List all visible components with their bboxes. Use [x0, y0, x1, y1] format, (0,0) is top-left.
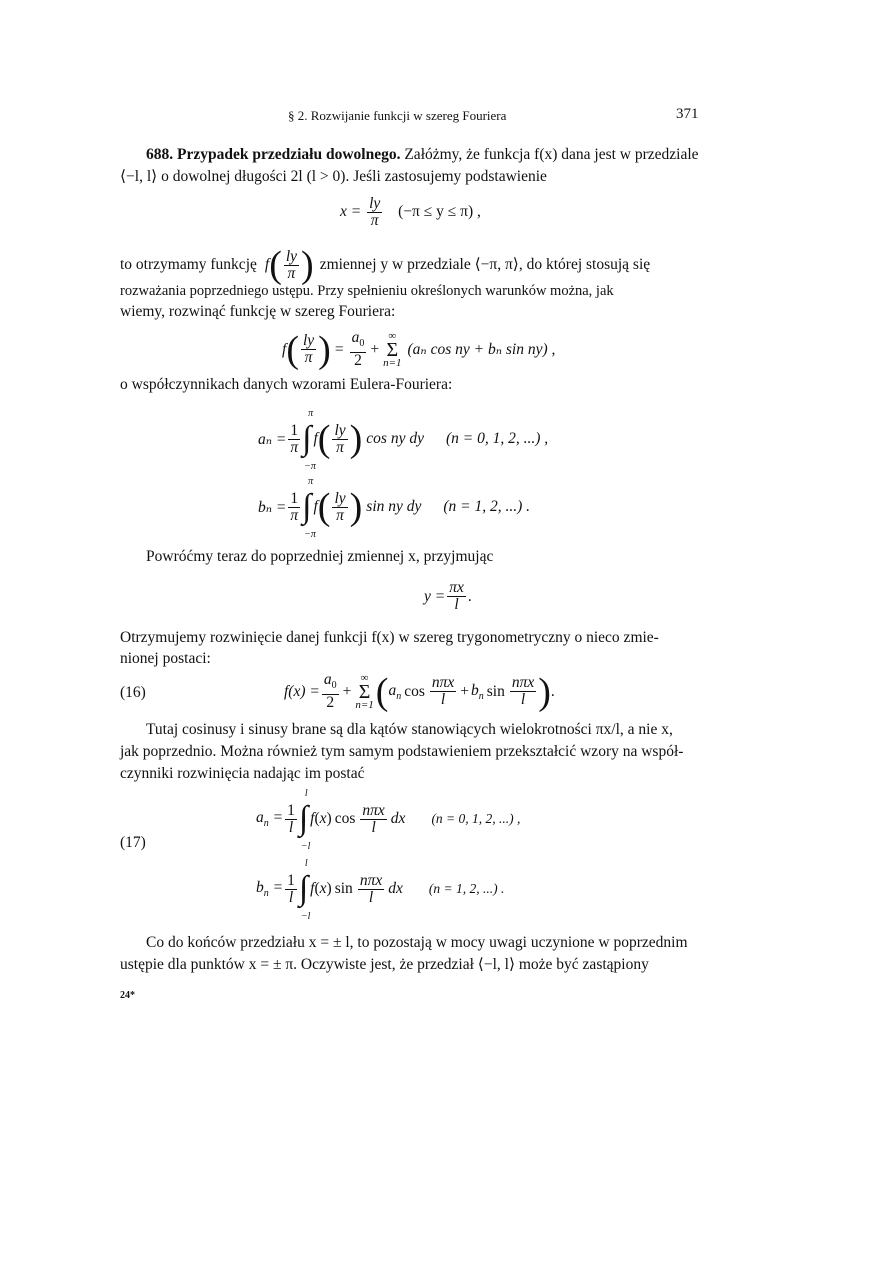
paragraph-2-line3: wiemy, rozwinąć funkcję w szereg Fouriera: — [120, 303, 396, 320]
equation-substitution — [340, 196, 481, 229]
bn-body: sin ny dy — [366, 498, 422, 515]
section-number: 688. — [146, 146, 174, 163]
bn-condition: (n = 1, 2, ...) . — [443, 498, 531, 515]
equation-fourier-series: f ( $\frac{ly}{\pi}$ ) = $\frac{a_0}{2}$ + ∞ Σ n=1 (aₙ cos ny + bₙ sin ny) , — [282, 328, 556, 371]
series-terms: (aₙ cos ny + bₙ sin ny) , — [407, 341, 556, 359]
paragraph-5-line2: nionej postaci: — [120, 650, 211, 667]
paragraph-6-line1: Tutaj cosinusy i sinusy brane są dla kątów stanowiących wielokrotności πx/l, a nie x, — [146, 721, 673, 738]
equation-17-bn: $b_n$ = $\frac{1}{l}$ ∫ l −l f ( x ) sin $\frac{\text{nπx}}{l}$ dx (n = 1, 2, ...) . — [256, 858, 505, 922]
paragraph-688-line1 — [146, 145, 699, 165]
paragraph-4: Powróćmy teraz do poprzedniej zmiennej x, przyjmując — [146, 548, 494, 565]
eq-condition: (−π ≤ y ≤ π) , — [398, 203, 481, 221]
eq17-bn-condition: (n = 1, 2, ...) . — [428, 881, 505, 896]
equation-17-an: $a_n$ = $\frac{1}{l}$ ∫ l −l f ( x ) cos $\frac{\text{nπx}}{l}$ dx (n = 0, 1, 2, ...) , — [256, 788, 521, 852]
paragraph-5-line1: Otrzymujemy rozwinięcie danej funkcji f(x) w szereg trygonometryczny o nieco zmie- — [120, 629, 659, 646]
paragraph-6-line2: jak poprzednio. Można również tym samym podstawieniem przekształcić wzory na współ- — [120, 743, 684, 760]
paragraph-3: o współczynnikach danych wzorami Eulera-Fouriera: — [120, 376, 453, 393]
equation-bn: bₙ = $\frac{1}{\pi}$ ∫ π −π f ( $\frac{ly}{\pi}$ ) sin ny dy (n = 1, 2, ...) . — [258, 476, 531, 540]
y-tail: . — [467, 587, 472, 605]
an-condition: (n = 0, 1, 2, ...) , — [445, 430, 549, 447]
an-lhs: aₙ = — [258, 430, 287, 448]
section-heading: Przypadek przedziału dowolnego. — [177, 146, 401, 163]
text-a: to otrzymamy funkcję — [120, 256, 257, 273]
running-header: § 2. Rozwijanie funkcji w szereg Fouriera — [288, 108, 507, 123]
numerator: ly — [369, 195, 381, 212]
fraction — [367, 196, 382, 229]
paragraph-6-line3: czynniki rozwinięcia nadając im postać — [120, 765, 365, 782]
y-numerator: πx — [449, 579, 464, 596]
paragraph-2-line2: rozważania poprzedniego ustępu. Przy spełnieniu określonych warunków można, jak — [120, 283, 614, 299]
y-denominator: l — [454, 596, 459, 613]
equation-16: f(x) = $\frac{a_0}{2}$ + ∞ Σ n=1 ( $a_n$ cos $\frac{\text{nπx}}{l}$ + $b_n$ sin $\frac{\text{nπx}}{l}$ ) . — [284, 670, 555, 713]
eq16-lhs: f(x) = — [284, 682, 320, 700]
page-number: 371 — [676, 106, 699, 122]
equation-17-label: (17) — [120, 834, 146, 851]
signature-mark: 24* — [120, 990, 135, 1001]
paragraph-7-line2: ustępie dla punktów x = ± π. Oczywiste jest, że przedział ⟨−l, l⟩ może być zastąpiony — [120, 956, 649, 973]
an-body: cos ny dy — [366, 430, 424, 447]
paragraph-688-line2: ⟨−l, l⟩ o dowolnej długości 2l (l > 0). Jeśli zastosujemy podstawienie — [120, 168, 547, 185]
y-lhs: y = — [424, 587, 446, 605]
section-text: Załóżmy, że funkcja f(x) dana jest w przedziale — [400, 146, 699, 163]
bn-lhs: bₙ = — [258, 498, 287, 516]
eq17-an-condition: (n = 0, 1, 2, ...) , — [431, 811, 521, 826]
equation-an: aₙ = $\frac{1}{\pi}$ ∫ π −π f ( $\frac{ly}{\pi}$ ) cos ny dy (n = 0, 1, 2, ...) , — [258, 408, 549, 472]
equation-y — [424, 580, 472, 613]
paragraph-2-line1: to otrzymamy funkcję f ( $\frac{ly}{\pi}$ ) zmiennej y w przedziale ⟨−π, π⟩, do której stosują się — [120, 244, 651, 286]
text-b: zmiennej y w przedziale ⟨−π, π⟩, do której stosują się — [319, 256, 651, 273]
denominator: π — [370, 212, 379, 229]
equation-16-label: (16) — [120, 684, 146, 701]
eq-lhs: x = — [340, 203, 362, 221]
paragraph-7-line1: Co do końców przedziału x = ± l, to pozostają w mocy uwagi uczynione w poprzednim — [146, 934, 688, 951]
